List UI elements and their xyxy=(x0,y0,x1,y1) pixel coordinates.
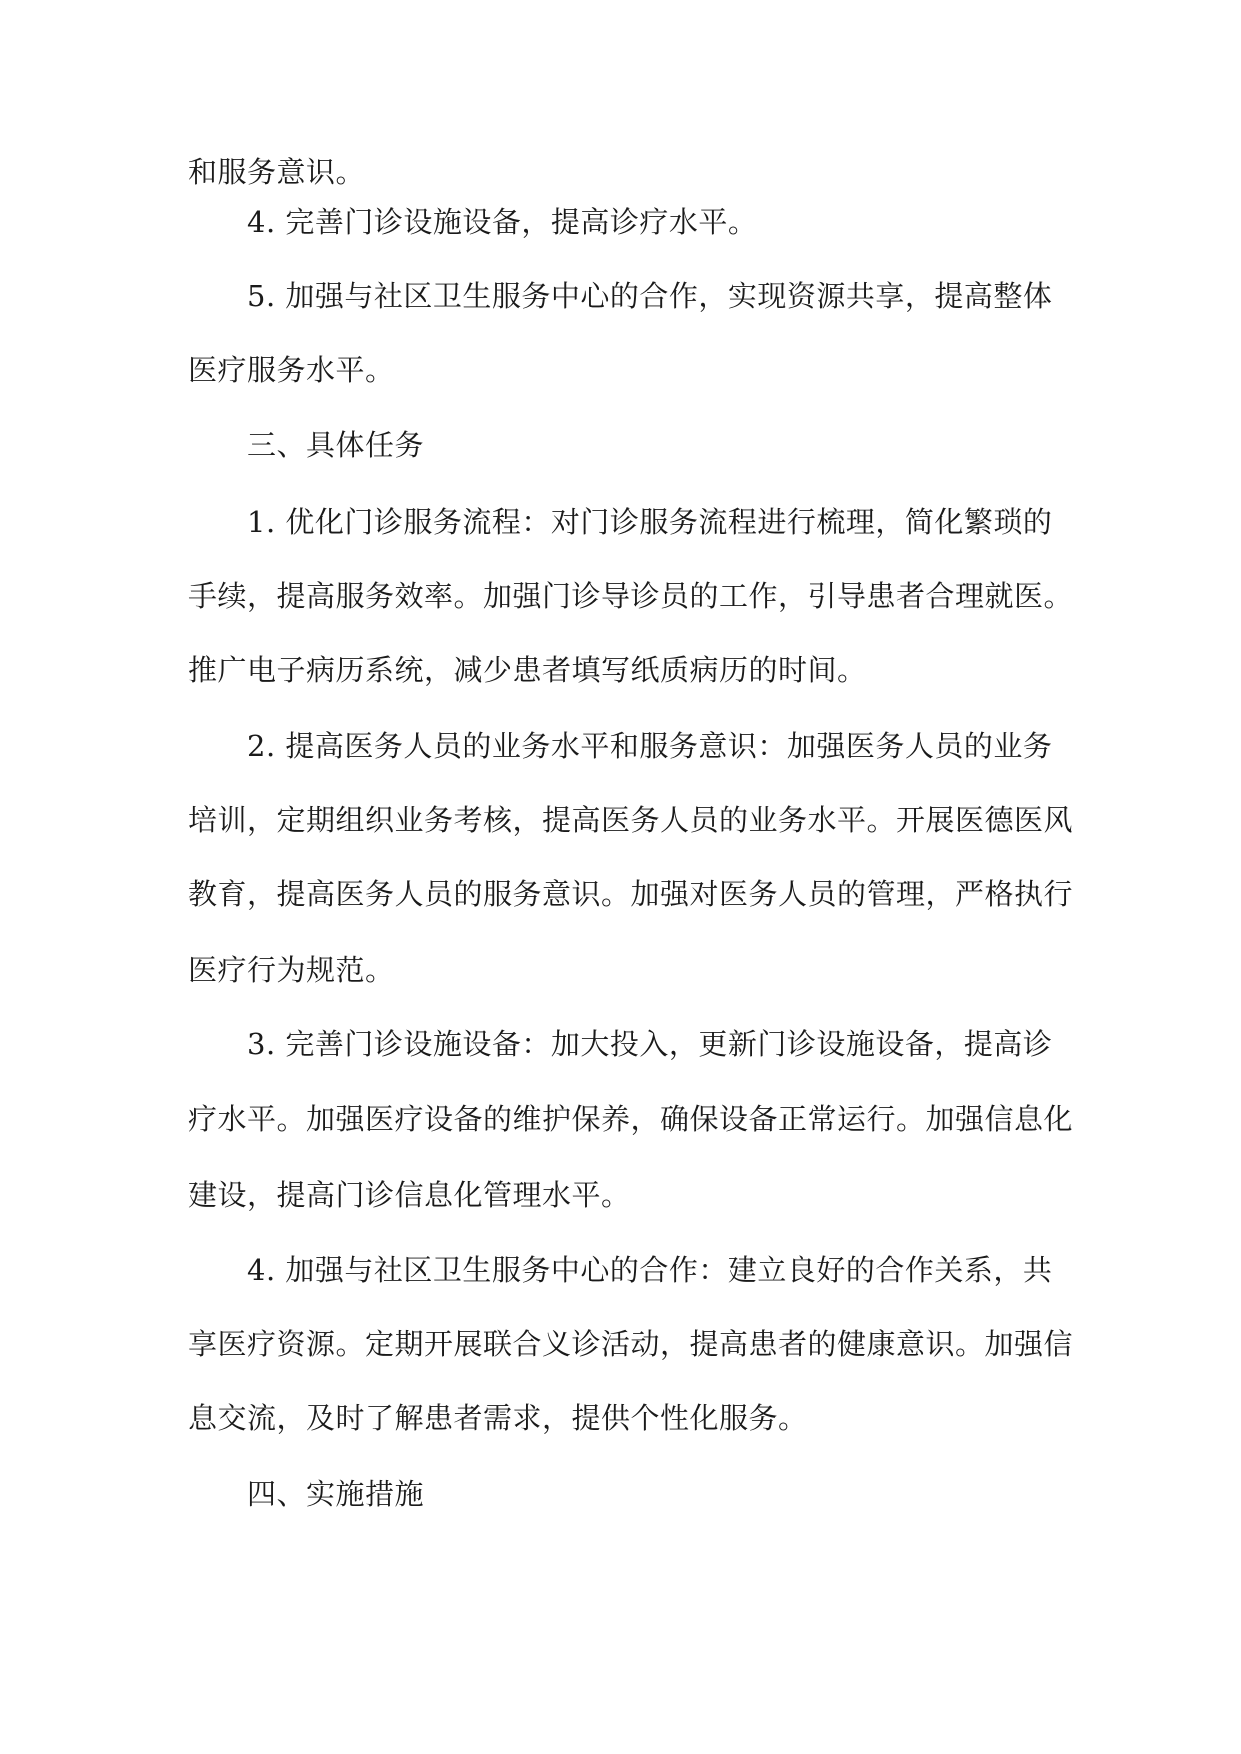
text-line-1: 和服务意识。 xyxy=(188,155,366,189)
text-line-15: 建设，提高门诊信息化管理水平。 xyxy=(188,1178,631,1212)
section-heading-4: 四、实施措施 xyxy=(247,1477,425,1511)
text-line-10: 培训，定期组织业务考核，提高医务人员的业务水平。开展医德医风 xyxy=(188,803,1074,837)
text-line-3: 5. 加强与社区卫生服务中心的合作，实现资源共享，提高整体 xyxy=(247,279,1053,313)
text-line-18: 息交流，及时了解患者需求，提供个性化服务。 xyxy=(188,1401,808,1435)
text-line-2: 4. 完善门诊设施设备，提高诊疗水平。 xyxy=(247,205,758,239)
text-line-9: 2. 提高医务人员的业务水平和服务意识：加强医务人员的业务 xyxy=(247,729,1053,763)
text-line-8: 推广电子病历系统，减少患者填写纸质病历的时间。 xyxy=(188,653,867,687)
text-line-16: 4. 加强与社区卫生服务中心的合作：建立良好的合作关系，共 xyxy=(247,1253,1053,1287)
text-line-14: 疗水平。加强医疗设备的维护保养，确保设备正常运行。加强信息化 xyxy=(188,1102,1074,1136)
text-line-12: 医疗行为规范。 xyxy=(188,953,395,987)
text-line-6: 1. 优化门诊服务流程：对门诊服务流程进行梳理，简化繁琐的 xyxy=(247,505,1053,539)
text-line-13: 3. 完善门诊设施设备：加大投入，更新门诊设施设备，提高诊 xyxy=(247,1027,1053,1061)
text-line-11: 教育，提高医务人员的服务意识。加强对医务人员的管理，严格执行 xyxy=(188,877,1074,911)
section-heading-3: 三、具体任务 xyxy=(247,428,425,462)
text-line-7: 手续，提高服务效率。加强门诊导诊员的工作，引导患者合理就医。 xyxy=(188,579,1074,613)
text-line-17: 享医疗资源。定期开展联合义诊活动，提高患者的健康意识。加强信 xyxy=(188,1327,1074,1361)
text-line-4: 医疗服务水平。 xyxy=(188,353,395,387)
